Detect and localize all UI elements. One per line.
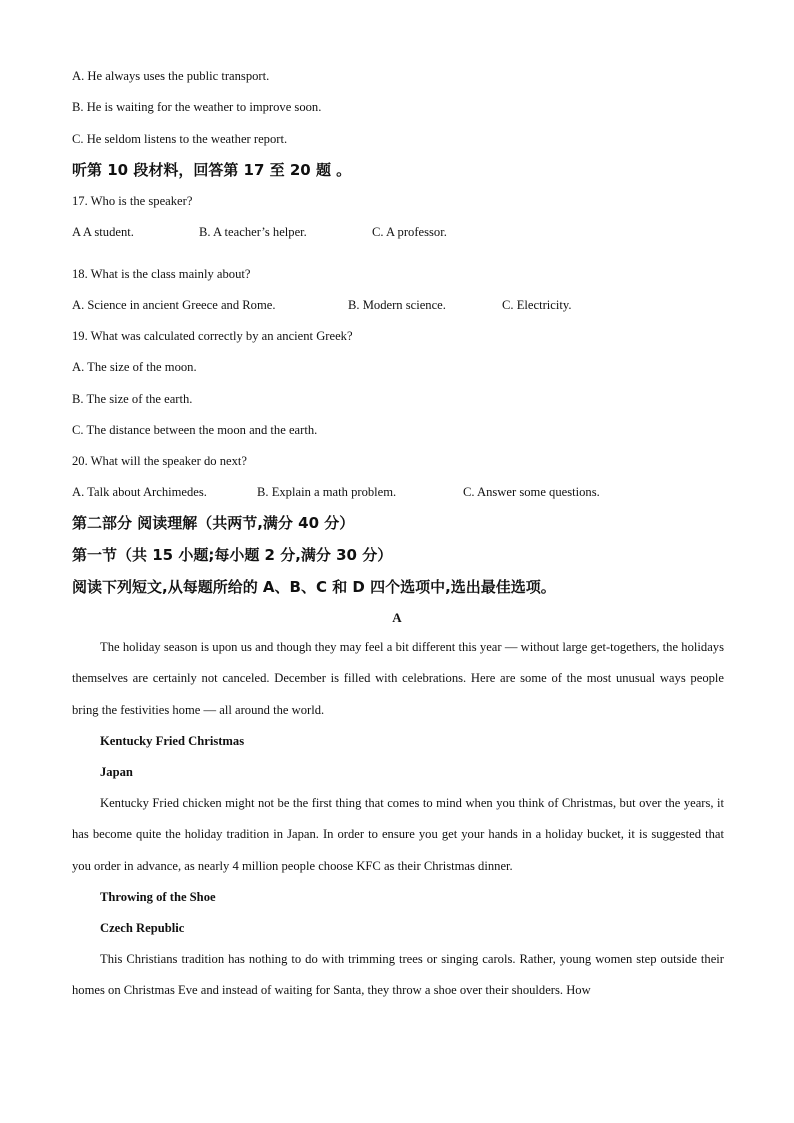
q19-question: 19. What was calculated correctly by an ancient Greek?: [72, 329, 353, 343]
q20-option-a: A. Talk about Archimedes.: [72, 485, 207, 499]
q16-option-c: C. He seldom listens to the weather report.: [72, 132, 288, 146]
passage-label: A: [392, 610, 402, 625]
q18-option-b: B. Modern science.: [348, 298, 446, 312]
passage-intro: The holiday season is upon us and though they may feel a bit different this year — without large get-togethers, the holidays themselves are certainly not canceled. December is filled with celebrations. Here are some of the most unusual ways people bring the festivities home — all around the world.: [72, 640, 724, 717]
q20-option-b: B. Explain a math problem.: [257, 485, 397, 499]
item1-place: Japan: [100, 765, 133, 779]
q18-option-c: C. Electricity.: [502, 298, 572, 312]
q20-option-c: C. Answer some questions.: [463, 485, 600, 499]
item1-title: Kentucky Fried Christmas: [100, 734, 245, 748]
q16-option-b: B. He is waiting for the weather to improve soon.: [72, 100, 322, 114]
q17-question: 17. Who is the speaker?: [72, 194, 193, 208]
instructions: 阅读下列短文,从每题所给的 A、B、C 和 D 四个选项中,选出最佳选项。: [72, 578, 556, 596]
item2-title: Throwing of the Shoe: [100, 890, 216, 904]
section1-heading: 第一节（共 15 小题;每小题 2 分,满分 30 分）: [72, 546, 393, 564]
q18-question: 18. What is the class mainly about?: [72, 267, 251, 281]
item2-text: This Christians tradition has nothing to do with trimming trees or singing carols. Rather, young women step outside their homes on Christmas Eve and instead of waiting for Santa, they throw a shoe over their shoulders. How: [72, 952, 724, 998]
part2-heading: 第二部分 阅读理解（共两节,满分 40 分）: [72, 514, 355, 532]
item2-place: Czech Republic: [100, 921, 185, 935]
q17-option-c: C. A professor.: [372, 225, 447, 239]
q19-option-a: A. The size of the moon.: [72, 360, 197, 374]
q19-option-c: C. The distance between the moon and the earth.: [72, 423, 318, 437]
section10-heading: 听第 10 段材料，回答第 17 至 20 题 。: [72, 161, 352, 179]
q16-option-a: A. He always uses the public transport.: [72, 69, 270, 83]
q20-question: 20. What will the speaker do next?: [72, 454, 247, 468]
q17-option-a: A A student.: [72, 225, 134, 239]
q17-option-b: B. A teacher’s helper.: [199, 225, 307, 239]
q19-option-b: B. The size of the earth.: [72, 392, 193, 406]
q18-option-a: A. Science in ancient Greece and Rome.: [72, 298, 276, 312]
item1-text: Kentucky Fried chicken might not be the first thing that comes to mind when you think of Christmas, but over the years, it has become quite the holiday tradition in Japan. In order to ensure you get your hands in a holiday bucket, it is suggested that you order in advance, as nearly 4 million people choose KFC as their Christmas dinner.: [72, 796, 724, 873]
